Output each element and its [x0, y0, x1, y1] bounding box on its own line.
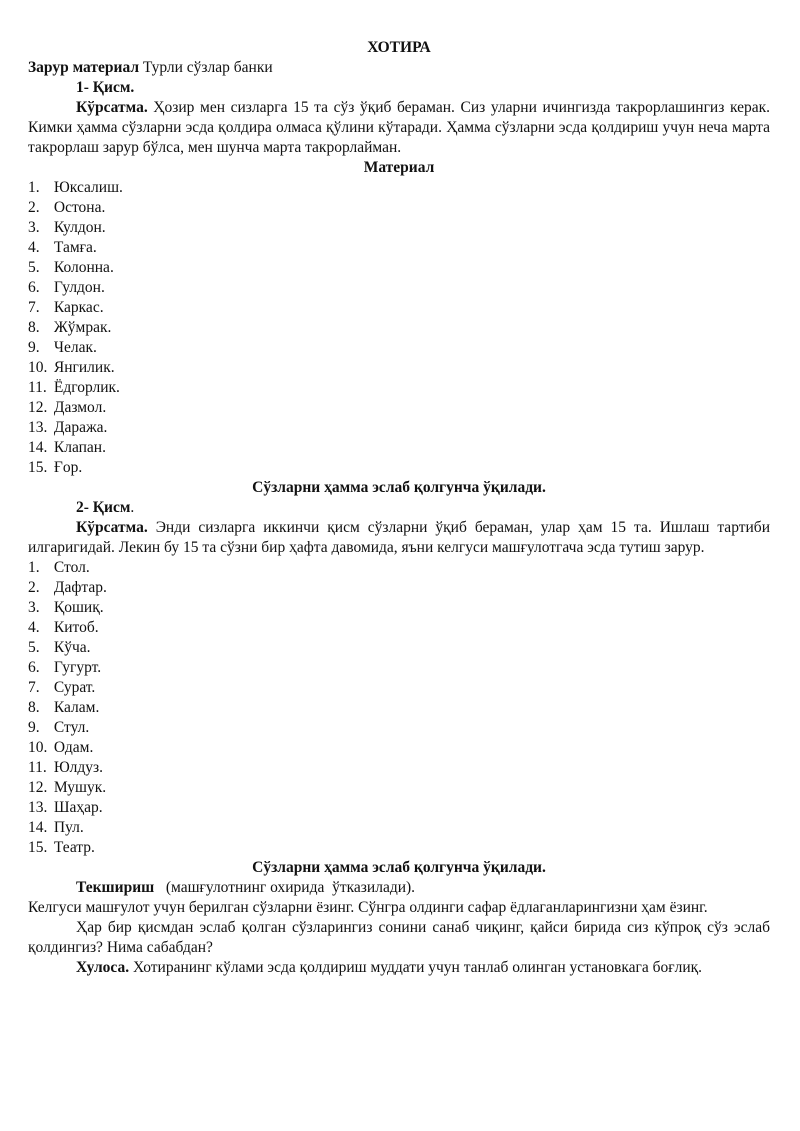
- word-text: Шаҳар.: [53, 799, 103, 816]
- part2-word-item: [28, 798, 770, 818]
- word-number: 11.: [28, 379, 47, 396]
- word-number: 6.: [28, 279, 40, 296]
- word-number: 14.: [28, 819, 48, 836]
- conclusion: [28, 958, 770, 978]
- word-number: 7.: [28, 679, 40, 696]
- part2-heading-text: 2- Қисм: [76, 499, 131, 516]
- part1-instruction: [28, 98, 770, 158]
- word-text: Калам.: [53, 699, 100, 716]
- word-text: Челак.: [53, 339, 97, 356]
- word-text: Клапан.: [53, 439, 106, 456]
- part1-word-item: [28, 438, 770, 458]
- word-text: Китоб.: [53, 619, 99, 636]
- word-text: Одам.: [53, 739, 94, 756]
- conclusion-label: Хулоса.: [76, 959, 130, 976]
- word-text: Даража.: [53, 419, 108, 436]
- word-number: 2.: [28, 199, 40, 216]
- part2-word-item: [28, 778, 770, 798]
- required-material-label: Зарур материал: [28, 59, 140, 76]
- part2-instruction: [28, 518, 770, 558]
- part1-word-item: [28, 358, 770, 378]
- word-number: 9.: [28, 719, 40, 736]
- part2-word-item: [28, 818, 770, 838]
- word-text: Тамға.: [53, 239, 97, 256]
- part1-word-item: [28, 298, 770, 318]
- word-number: 8.: [28, 319, 40, 336]
- word-text: Кулдон.: [53, 219, 106, 236]
- part2-word-item: [28, 738, 770, 758]
- word-number: 12.: [28, 779, 48, 796]
- part1-word-item: [28, 278, 770, 298]
- word-text: Гугурт.: [53, 659, 102, 676]
- word-text: Сурат.: [53, 679, 96, 696]
- word-text: Пул.: [53, 819, 84, 836]
- part1-word-item: [28, 178, 770, 198]
- part1-word-item: [28, 398, 770, 418]
- word-number: 10.: [28, 739, 48, 756]
- part2-word-item: [28, 658, 770, 678]
- part2-word-list: [28, 558, 770, 858]
- part1-heading: 1- Қисм.: [76, 79, 135, 96]
- word-text: Стол.: [53, 559, 90, 576]
- word-text: Дафтар.: [53, 579, 107, 596]
- word-text: Колонна.: [53, 259, 114, 276]
- part2-instruction-label: Кўрсатма.: [76, 519, 148, 536]
- part2-read-until: Сўзларни ҳамма эслаб қолгунча ўқилади.: [252, 859, 546, 876]
- part1-read-until: Сўзларни ҳамма эслаб қолгунча ўқилади.: [252, 479, 546, 496]
- part1-word-item: [28, 218, 770, 238]
- part1-word-item: [28, 418, 770, 438]
- word-number: 13.: [28, 799, 48, 816]
- part2-word-item: [28, 598, 770, 618]
- part2-word-item: [28, 838, 770, 858]
- part1-word-item: [28, 238, 770, 258]
- part2-heading-dot: .: [130, 499, 135, 516]
- part1-word-item: [28, 258, 770, 278]
- word-number: 7.: [28, 299, 40, 316]
- part1-word-item: [28, 338, 770, 358]
- part2-word-item: [28, 618, 770, 638]
- word-text: Каркас.: [53, 299, 104, 316]
- part1-word-list: [28, 178, 770, 478]
- word-number: 2.: [28, 579, 40, 596]
- word-number: 10.: [28, 359, 48, 376]
- word-number: 13.: [28, 419, 48, 436]
- word-text: Остона.: [53, 199, 106, 216]
- check-text-2: Ҳар бир қисмдан эслаб қолган сўзларингиз сонини санаб чиқинг, қайси бирида сиз кўпроқ сўз эслаб қолдингиз? Нима сабабдан?: [28, 919, 770, 956]
- word-text: Ғор.: [53, 459, 83, 476]
- word-number: 6.: [28, 659, 40, 676]
- word-text: Дазмол.: [53, 399, 107, 416]
- word-text: Қошиқ.: [53, 599, 104, 616]
- word-number: 1.: [28, 179, 40, 196]
- word-text: Мушук.: [53, 779, 107, 796]
- word-number: 14.: [28, 439, 48, 456]
- word-number: 8.: [28, 699, 40, 716]
- part1-word-item: [28, 198, 770, 218]
- word-text: Кўча.: [53, 639, 91, 656]
- material-title: Материал: [363, 159, 435, 176]
- word-text: Юлдуз.: [53, 759, 103, 776]
- required-material-line: [28, 58, 770, 78]
- word-number: 3.: [28, 599, 40, 616]
- part2-word-item: [28, 558, 770, 578]
- word-number: 5.: [28, 259, 40, 276]
- part2-instruction-text: Энди сизларга иккинчи қисм сўзларни ўқиб бераман, улар ҳам 15 та. Ишлаш тартиби илгаригидай. Лекин бу 15 та сўзни бир ҳафта давомида, яъни келгуси машғулотгача эсда тутиш зарур.: [28, 519, 770, 556]
- part2-word-item: [28, 758, 770, 778]
- check-note: (машғулотнинг охирида ўтказилади).: [154, 879, 416, 896]
- part1-word-item: [28, 378, 770, 398]
- word-text: Ёдгорлик.: [53, 379, 120, 396]
- word-number: 15.: [28, 459, 48, 476]
- word-number: 1.: [28, 559, 40, 576]
- check-text-1: Келгуси машғулот учун берилган сўзларни ёзинг. Сўнгра олдинги сафар ёдлаганларингизни ҳам ёзинг.: [28, 899, 708, 916]
- part2-word-item: [28, 718, 770, 738]
- word-text: Янгилик.: [53, 359, 115, 376]
- part1-instruction-label: Кўрсатма.: [76, 99, 148, 116]
- word-number: 4.: [28, 619, 40, 636]
- part1-word-item: [28, 458, 770, 478]
- required-material-text: Турли сўзлар банки: [139, 59, 273, 76]
- word-number: 12.: [28, 399, 48, 416]
- word-number: 9.: [28, 339, 40, 356]
- check-heading: [28, 878, 770, 898]
- part2-word-item: [28, 678, 770, 698]
- word-number: 4.: [28, 239, 40, 256]
- part2-word-item: [28, 698, 770, 718]
- conclusion-text: Хотиранинг кўлами эсда қолдириш муддати учун танлаб олинган установкага боғлиқ.: [129, 959, 703, 976]
- word-number: 15.: [28, 839, 48, 856]
- word-text: Гулдон.: [53, 279, 105, 296]
- check-label: Текшириш: [76, 879, 155, 896]
- document-title: ХОТИРА: [367, 39, 431, 56]
- word-text: Стул.: [53, 719, 90, 736]
- part2-word-item: [28, 578, 770, 598]
- word-text: Жўмрак.: [53, 319, 112, 336]
- word-number: 5.: [28, 639, 40, 656]
- word-text: Юксалиш.: [53, 179, 123, 196]
- part2-word-item: [28, 638, 770, 658]
- word-text: Театр.: [53, 839, 95, 856]
- part1-word-item: [28, 318, 770, 338]
- word-number: 3.: [28, 219, 40, 236]
- part2-heading: [28, 498, 770, 518]
- word-number: 11.: [28, 759, 47, 776]
- part1-instruction-text: Ҳозир мен сизларга 15 та сўз ўқиб бераман. Сиз уларни ичингизда такрорлашингиз керак. Кимки ҳамма сўзларни эсда қолдира олмаса қўлини кўтаради. Ҳамма сўзларни эсда қолдириш учун неча марта такрорлаш зарур бўлса, мен шунча марта такрорлайман.: [28, 99, 770, 156]
